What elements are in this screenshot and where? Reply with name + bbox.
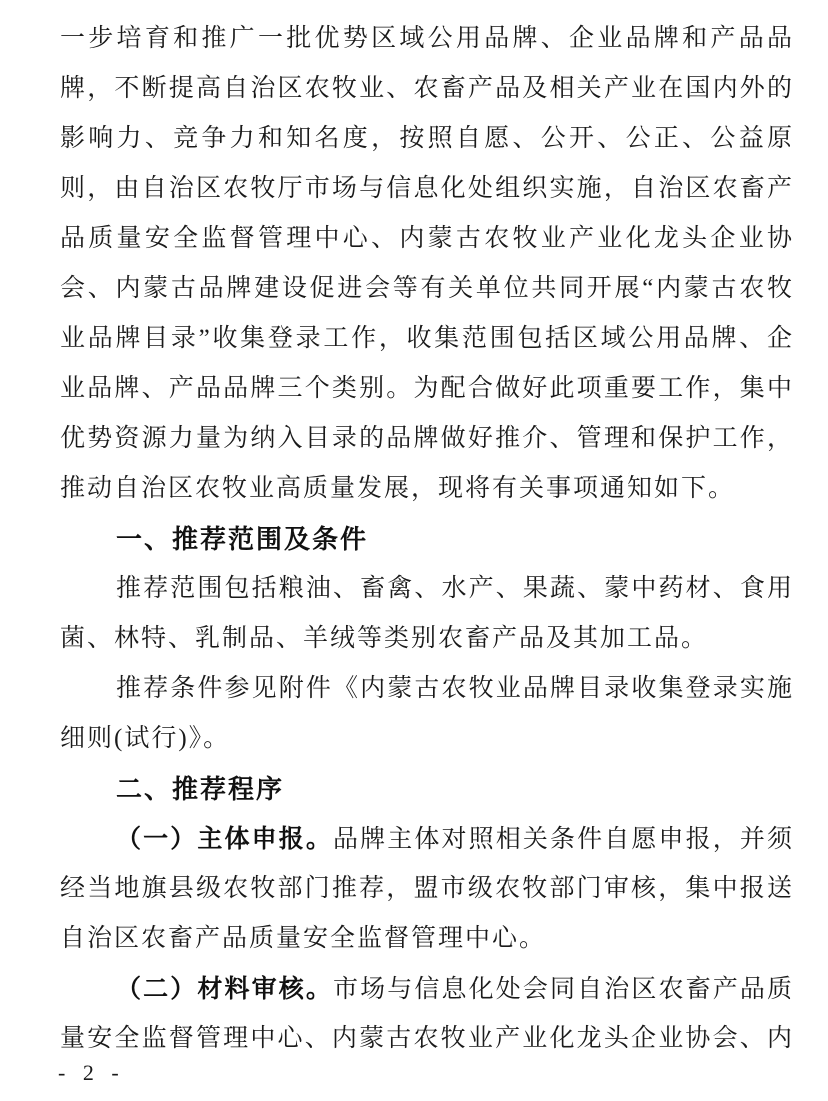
text-line: 推动自治区农牧业高质量发展，现将有关事项通知如下。: [60, 475, 736, 502]
text-line: 会、内蒙古品牌建设促进会等有关单位共同开展“内蒙古农牧: [60, 275, 792, 302]
text-line: [60, 964, 792, 1014]
line-text: 市场与信息化处会同自治区农畜产品质: [333, 976, 792, 1003]
section-heading: 二、推荐程序: [116, 774, 285, 804]
text-line: 细则(试行)》。: [60, 725, 231, 752]
text-line: 优势资源力量为纳入目录的品牌做好推介、管理和保护工作，: [60, 425, 792, 452]
text-line: 自治区农畜产品质量安全监督管理中心。: [60, 925, 547, 952]
text-line: [60, 814, 792, 864]
bold-lead: （一）主体申报。: [116, 825, 333, 853]
text-line: 经当地旗县级农牧部门推荐，盟市级农牧部门审核，集中报送: [60, 875, 792, 902]
line-text: 品牌主体对照相关条件自愿申报，并须: [333, 826, 792, 853]
text-line: 推荐条件参见附件《内蒙古农牧业品牌目录收集登录实施: [116, 675, 792, 702]
bold-lead: （二）材料审核。: [116, 975, 333, 1003]
text-line: 推荐范围包括粮油、畜禽、水产、果蔬、蒙中药材、食用: [116, 575, 792, 602]
text-line: 则，由自治区农牧厅市场与信息化处组织实施，自治区农畜产: [60, 175, 792, 202]
text-line: 牌，不断提高自治区农牧业、农畜产品及相关产业在国内外的: [60, 75, 792, 102]
text-line: 影响力、竞争力和知名度，按照自愿、公开、公正、公益原: [60, 125, 792, 152]
section-heading: 一、推荐范围及条件: [116, 524, 369, 554]
text-line: 品质量安全监督管理中心、内蒙古农牧业产业化龙头企业协: [60, 225, 792, 252]
page-number: - 2 -: [58, 1060, 125, 1085]
text-line: 业品牌、产品品牌三个类别。为配合做好此项重要工作，集中: [60, 375, 792, 402]
text-line: 菌、林特、乳制品、羊绒等类别农畜产品及其加工品。: [60, 625, 709, 652]
document-body: [60, 14, 792, 1064]
text-line: 业品牌目录”收集登录工作，收集范围包括区域公用品牌、企: [60, 325, 792, 352]
text-line: 一步培育和推广一批优势区域公用品牌、企业品牌和产品品: [60, 25, 792, 52]
text-line: 量安全监督管理中心、内蒙古农牧业产业化龙头企业协会、内: [60, 1025, 792, 1052]
